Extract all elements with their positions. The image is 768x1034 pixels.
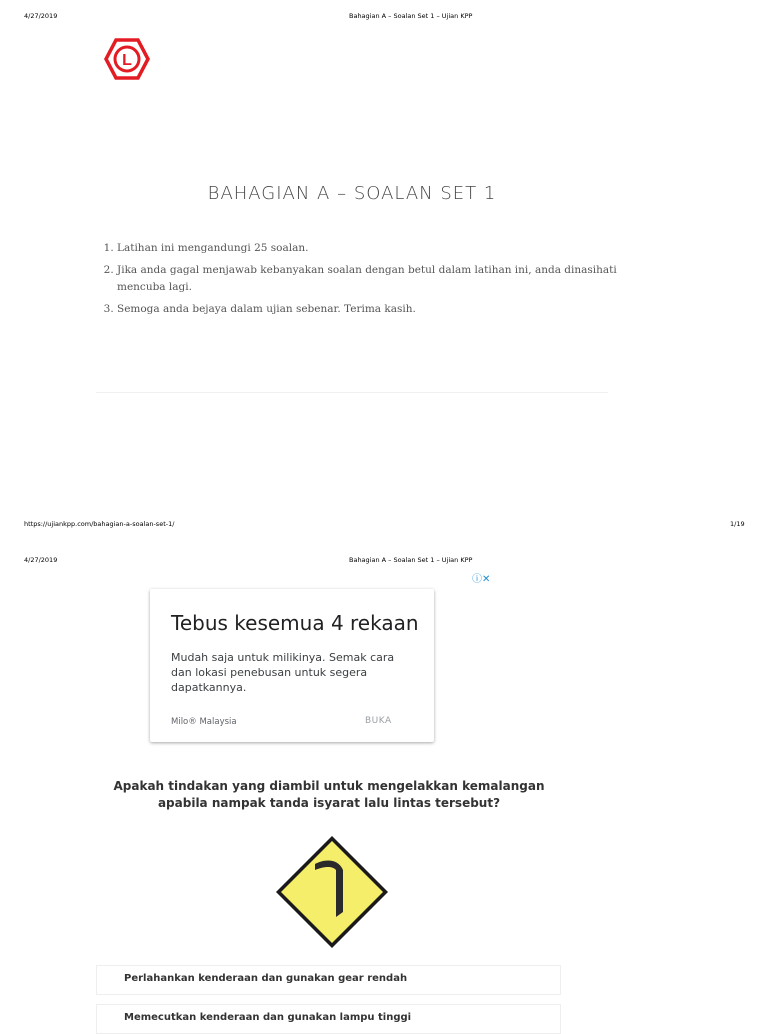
header-title: Bahagian A – Soalan Set 1 – Ujian KPP: [349, 12, 473, 20]
ad-body: Mudah saja untuk milikinya. Semak cara dan lokasi penebusan untuk segera dapatkannya.: [171, 651, 395, 694]
list-item: 2. Jika anda gagal menjawab kebanyakan soalan dengan betul dalam latihan ini, anda dinasihati mencuba lagi.: [117, 262, 617, 296]
sharp-curve-sign-icon: [274, 834, 390, 950]
answer-option-label: Memecutkan kenderaan dan gunakan lampu tinggi: [124, 1012, 412, 1023]
ad-brand: Milo® Malaysia: [171, 717, 237, 727]
logo-letter: L: [122, 52, 132, 69]
ad-title[interactable]: Tebus kesemua 4 rekaan: [171, 611, 419, 635]
ad-card[interactable]: [150, 589, 434, 742]
answer-option-1[interactable]: [96, 965, 561, 995]
sign-face: [281, 841, 383, 943]
footer-page-number: 1/19: [730, 520, 745, 528]
ad-open-button[interactable]: BUKA: [365, 716, 392, 726]
footer-url[interactable]: https://ujiankpp.com/bahagian-a-soalan-set-1/: [24, 520, 175, 528]
header-date: 4/27/2019: [24, 556, 58, 564]
question-text: Apakah tindakan yang diambil untuk mengelakkan kemalangan apabila nampak tanda isyarat lalu lintas tersebut?: [113, 779, 545, 810]
list-item: 3. Semoga anda bejaya dalam ujian sebenar. Terima kasih.: [117, 301, 617, 318]
ad-choices-icon[interactable]: ⓘ✕: [472, 574, 491, 585]
answer-option-2[interactable]: [96, 1004, 561, 1034]
list-item: 1. Latihan ini mengandungi 25 soalan.: [117, 240, 617, 257]
header-date: 4/27/2019: [24, 12, 58, 20]
answer-option-label: Perlahankan kenderaan dan gunakan gear rendah: [124, 973, 408, 984]
page-title: BAHAGIAN A – SOALAN SET 1: [207, 183, 497, 204]
header-title: Bahagian A – Soalan Set 1 – Ujian KPP: [349, 556, 473, 564]
